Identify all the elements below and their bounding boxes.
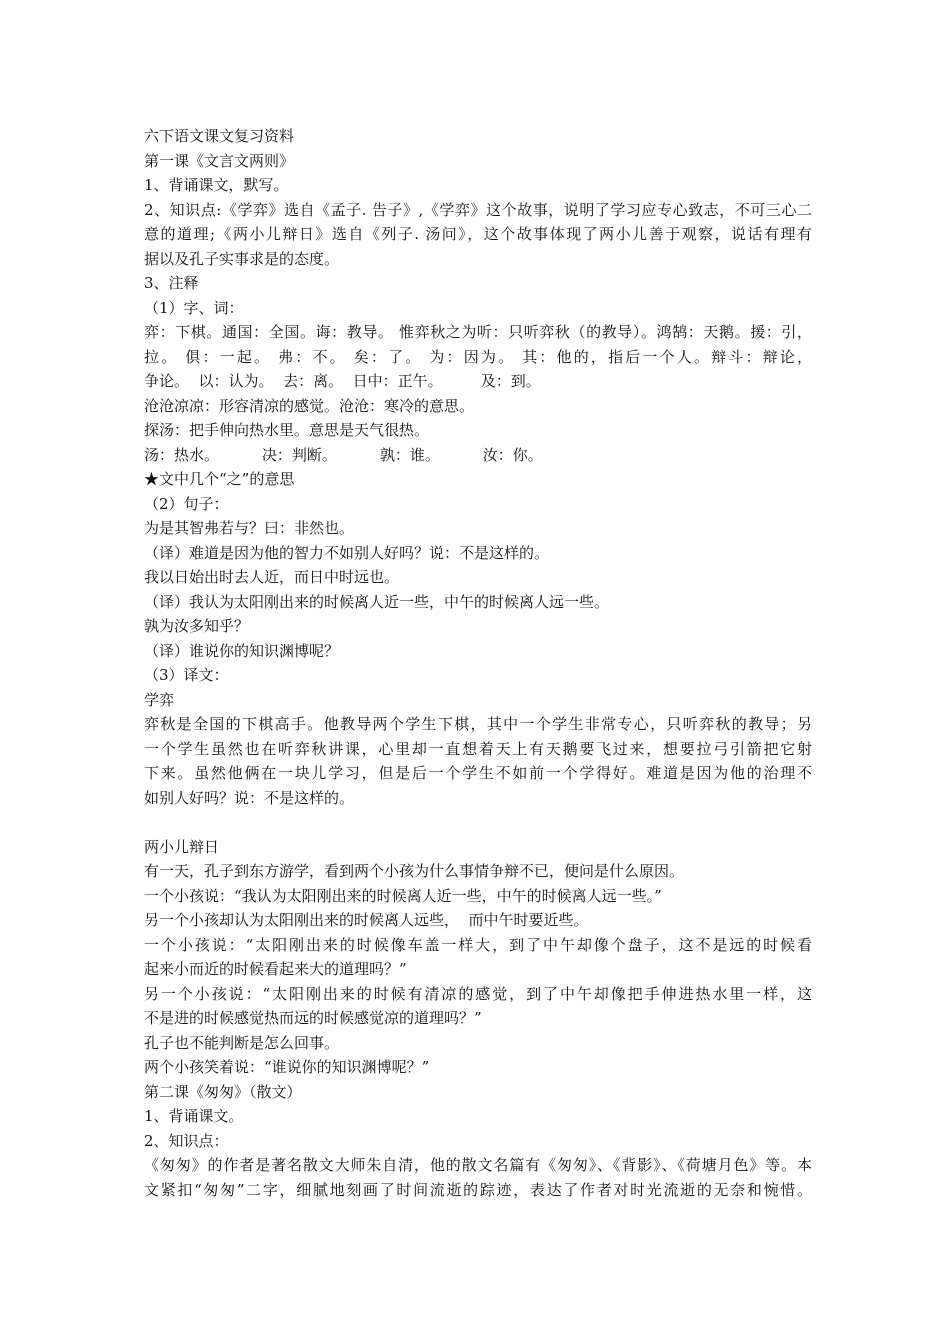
text-line: 弈秋是全国的下棋高手。他教导两个学生下棋，其中一个学生非常专心，只听弈秋的教导；另	[144, 715, 812, 733]
lesson-2-heading: 第二课《匆匆》（散文）	[144, 1082, 302, 1101]
text-line: 一个学生虽然也在听弈秋讲课，心里却一直想着天上有天鹅要飞过来，想要拉弓引箭把它射	[144, 739, 812, 758]
doc-title: 六下语文课文复习资料	[144, 127, 295, 145]
text-line: 沧沧凉凉：形容清凉的感觉。沧沧：寒冷的意思。	[144, 396, 475, 415]
text-line: 两个小孩笑着说：“谁说你的知识渊博呢？”	[144, 1058, 430, 1076]
subsection-heading: （1）字、词：	[144, 298, 244, 317]
text-line: （译）难道是因为他的智力不如别人好吗？说：不是这样的。	[144, 543, 550, 562]
text-line: 孰为汝多知乎？	[144, 617, 250, 635]
text-line: 2、知识点:《学弈》选自《孟子. 告子》,《学弈》这个故事，说明了学习应专心致志，不可三心二	[144, 200, 812, 219]
document-page	[144, 124, 812, 1202]
passage-title: 两小儿辩日	[144, 837, 220, 856]
text-line: 弈：下棋。通国：全国。诲：教导。 惟弈秋之为听：只听弈秋（的教导）。鸿鹄：天鹅。援：引，	[144, 323, 812, 341]
text-line: （译）谁说你的知识渊博呢？	[144, 641, 340, 660]
section-heading: 3、注释	[144, 274, 199, 292]
text-line: 文紧扣“匆匆”二字，细腻地刻画了时间流逝的踪迹，表达了作者对时光流逝的无奈和惋惜。	[144, 1180, 812, 1199]
text-line: 1、背诵课文，默写。	[144, 176, 289, 194]
text-line: 《匆匆》的作者是著名散文大师朱自清，他的散文名篇有《匆匆》、《背影》、《荷塘月色》等。本	[144, 1156, 812, 1174]
text-line: 不是进的时候感觉热而远的时候感觉凉的道理吗？”	[144, 1009, 482, 1027]
text-line: 下来。虽然他俩在一块儿学习，但是后一个学生不如前一个学得好。难道是因为他的治理不	[144, 764, 812, 782]
text-line: 如别人好吗？说：不是这样的。	[144, 788, 355, 807]
passage-title: 学弈	[144, 690, 175, 709]
text-line: 另一个小孩说：“太阳刚出来的时候有清凉的感觉，到了中午却像把手伸进热水里一样，这	[144, 984, 812, 1003]
text-line: 一个小孩说：“我认为太阳刚出来的时候离人近一些，中午的时候离人远一些。”	[144, 886, 662, 905]
text-line: ★文中几个“之”的意思	[144, 470, 295, 488]
text-line: 争论。 以：认为。 去：离。 日中：正午。 及：到。	[144, 372, 541, 390]
text-line: 探汤：把手伸向热水里。意思是天气很热。	[144, 421, 430, 439]
text-line: 汤：热水。 决：判断。 孰：谁。 汝：你。	[144, 445, 543, 464]
text-line: 另一个小孩却认为太阳刚出来的时候离人远些， 而中午时要近些。	[144, 911, 589, 929]
text-line: 为是其智弗若与？曰：非然也。	[144, 519, 355, 537]
text-line: 我以日始出时去人近，而日中时远也。	[144, 568, 400, 586]
text-line: 拉。 俱：一起。 弗：不。 矣：了。 为：因为。 其：他的，指后一个人。辩斗：辩论，	[144, 347, 812, 366]
subsection-heading: （2）句子：	[144, 494, 229, 513]
text-line: 一个小孩说：“太阳刚出来的时候像车盖一样大，到了中午却像个盘子，这不是远的时候看	[144, 935, 812, 954]
text-line: 有一天，孔子到东方游学，看到两个小孩为什么事情争辩不已，便问是什么原因。	[144, 862, 685, 880]
text-line: 孔子也不能判断是怎么回事。	[144, 1033, 340, 1052]
text-line: （译）我认为太阳刚出来的时候离人近一些，中午的时候离人远一些。	[144, 592, 610, 611]
text-line: 起来小而近的时候看起来大的道理吗？”	[144, 960, 407, 978]
lesson-1-heading: 第一课《文言文两则》	[144, 151, 295, 170]
text-line: 据以及孔子实事求是的态度。	[144, 249, 340, 268]
text-line: 1、背诵课文。	[144, 1107, 244, 1125]
subsection-heading: （3）译文：	[144, 666, 229, 684]
text-line: 2、知识点：	[144, 1131, 229, 1150]
blank-line	[144, 810, 812, 835]
text-line: 意的道理;《两小儿辩日》选自《列子. 汤问》，这个故事体现了两小儿善于观察，说话有理有	[144, 225, 812, 243]
